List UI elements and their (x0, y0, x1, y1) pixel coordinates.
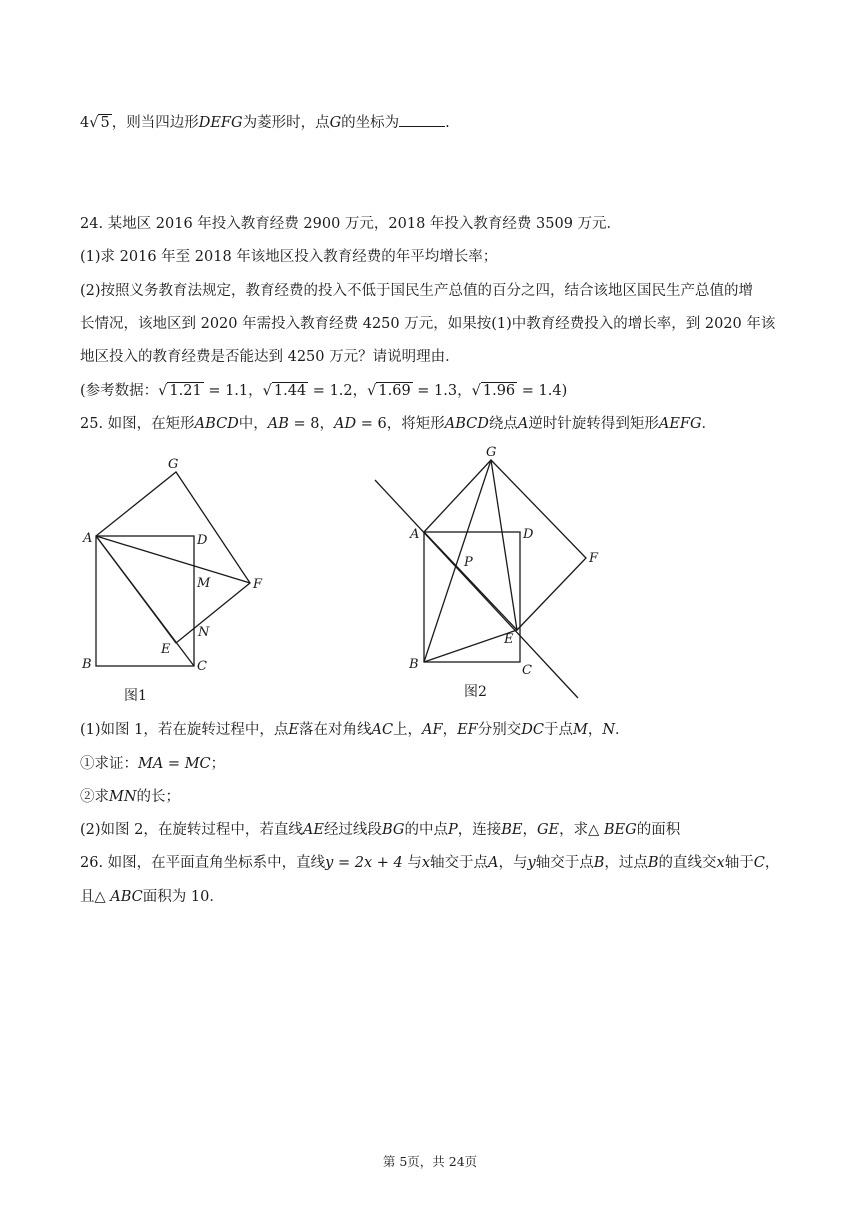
math: DC (521, 722, 544, 738)
math: BG (381, 822, 405, 838)
text: ， (442, 722, 458, 738)
label-g: G (486, 445, 497, 460)
math: y (527, 855, 536, 871)
figure-2-caption: 图2 (464, 684, 487, 700)
figure-1-caption: 图1 (124, 688, 147, 704)
text: . (445, 115, 450, 131)
rectangle-aefg (424, 460, 586, 630)
q26-stem-1 (80, 853, 779, 873)
text: ； (210, 756, 226, 772)
rectangle-aefg (96, 472, 250, 643)
math: EF (457, 722, 478, 738)
q25-subpart-2 (80, 787, 180, 807)
text: ，与 (498, 855, 528, 871)
label-g: G (168, 457, 179, 472)
label-a: A (83, 531, 93, 546)
text: ． (615, 722, 630, 738)
line-ae (375, 480, 578, 698)
text: ，过点 (604, 855, 648, 871)
text: ． (701, 416, 717, 432)
label-e: E (504, 632, 514, 647)
text: (1)如图 1，若在旋转过程中，点 (80, 722, 289, 738)
label-c: C (522, 663, 532, 678)
q23-answer-line: 4√ 5 ，则当四边形DEFG为菱形时，点G的坐标为 . (80, 112, 450, 133)
diagonal-ac (96, 536, 194, 666)
q24-line-2: (1)求 2016 年至 2018 年该地区投入教育经费的年平均增长率； (80, 249, 498, 265)
label-b: B (82, 657, 92, 672)
radicand: 1.69 (378, 383, 411, 399)
label-e: E (161, 642, 171, 657)
text: 逆时针旋转得到矩形 (528, 416, 659, 432)
text: = 1.3， (412, 383, 472, 399)
text: 的长； (136, 789, 181, 805)
text: 的面积 (636, 822, 681, 838)
q25-subpart-1 (80, 754, 225, 774)
text: ，则当四边形 (111, 115, 199, 131)
radicand: 1.44 (273, 383, 307, 399)
math: GE (536, 822, 560, 838)
text: 落在对角线 (298, 722, 372, 738)
math: AE (302, 822, 324, 838)
text: = 1.2， (308, 383, 368, 399)
math: E (288, 722, 299, 738)
label-m: M (197, 576, 211, 591)
math: AC (371, 722, 394, 738)
text: (2)如图 2，在旋转过程中，若直线 (80, 822, 303, 838)
math: M (572, 722, 588, 738)
q24-line-1: 24. 某地区 2016 年投入教育经费 2900 万元，2018 年投入教育经费 3509 万元． (80, 216, 622, 232)
text: 轴交于点 (535, 855, 594, 871)
q26-stem-2 (80, 887, 224, 907)
coef: 4 (80, 115, 90, 131)
math: AD (334, 416, 357, 432)
q24-line-5: 地区投入的教育经费是否能达到 4250 万元？请说明理由． (80, 349, 460, 365)
q25-part-1 (80, 720, 630, 740)
text: ②求 (80, 789, 109, 805)
text: 26. 如图，在平面直角坐标系中，直线 (80, 855, 326, 871)
figure-1 (70, 450, 300, 710)
label-a: A (410, 527, 420, 542)
math: y = 2x + 4 (325, 855, 403, 871)
math: AB (267, 416, 289, 432)
math: A (488, 855, 499, 871)
q25-part-2 (80, 820, 680, 840)
text: ，连接 (457, 822, 502, 838)
text: 轴交于点 (430, 855, 489, 871)
math: BE (501, 822, 523, 838)
text: 25. 如图，在矩形 (80, 416, 195, 432)
q24-reference-data: (参考数据：√ 1.21 = 1.1，√ 1.44 = 1.2，√ 1.69 = 1.3，√ 1.96 = 1.4) (80, 383, 568, 399)
text: ， (522, 822, 537, 838)
q24-line-4: 长情况，该地区到 2020 年需投入教育经费 4250 万元，如果按(1)中教育经费投入的增长率，到 2020 年该 (80, 316, 776, 332)
text: (参考数据： (80, 383, 159, 399)
text: ，求△ (559, 822, 604, 838)
math: ABCD (194, 416, 239, 432)
text: 为菱形时，点 (242, 115, 330, 131)
figure-2 (360, 440, 620, 710)
math: AEFG (658, 416, 702, 432)
text: = 1.1， (203, 383, 263, 399)
label-n: N (198, 625, 210, 640)
text: = 8， (288, 416, 335, 432)
segment-ge (491, 460, 517, 630)
text: 于点 (543, 722, 573, 738)
math: N (602, 722, 616, 738)
text: ， (764, 855, 780, 871)
text: 中， (238, 416, 268, 432)
math: MC (184, 756, 211, 772)
text: 轴于 (724, 855, 754, 871)
math: x (421, 855, 431, 871)
math: x (716, 855, 725, 871)
label-c: C (197, 659, 207, 674)
math: ABCD (444, 416, 489, 432)
text: = 1.4) (517, 383, 568, 399)
point-name: G (329, 115, 342, 131)
label-d: D (523, 527, 534, 542)
text: 绕点 (488, 416, 518, 432)
math: P (447, 822, 458, 838)
text: = (163, 756, 185, 772)
math: B (593, 855, 605, 871)
segment-bg (424, 460, 491, 662)
text: 面积为 10． (142, 889, 224, 905)
text: 且△ (80, 889, 111, 905)
label-b: B (409, 657, 419, 672)
text: 与 (402, 855, 422, 871)
text: 上， (393, 722, 423, 738)
label-p: P (464, 555, 473, 570)
math: AF (422, 722, 443, 738)
text: 分别交 (477, 722, 522, 738)
math: MA (138, 756, 164, 772)
text: 的直线交 (658, 855, 717, 871)
radicand: 5 (100, 115, 110, 131)
label-f: F (253, 577, 263, 592)
radicand: 1.21 (169, 383, 202, 399)
text: ， (587, 722, 603, 738)
math: B (647, 855, 659, 871)
math: ABC (110, 889, 143, 905)
answer-blank[interactable] (399, 112, 445, 127)
q25-stem (80, 414, 716, 434)
text: 的坐标为 (341, 115, 400, 131)
q24-line-3: (2)按照义务教育法规定，教育经费的投入不低于国民生产总值的百分之四，结合该地区国民生产总值的增 (80, 283, 754, 299)
label-f: F (589, 551, 599, 566)
text: ①求证： (80, 756, 138, 772)
math: C (753, 855, 765, 871)
text: 经过线段 (323, 822, 382, 838)
math: BEG (603, 822, 637, 838)
label-d: D (197, 533, 208, 548)
text: 的中点 (404, 822, 448, 838)
segment-af (96, 536, 250, 583)
radicand: 1.96 (482, 383, 516, 399)
page-footer: 第 5页，共 24页 (382, 1154, 478, 1169)
math: MN (109, 789, 137, 805)
math: A (517, 416, 529, 432)
shape-name: DEFG (198, 115, 243, 131)
text: = 6，将矩形 (356, 416, 445, 432)
